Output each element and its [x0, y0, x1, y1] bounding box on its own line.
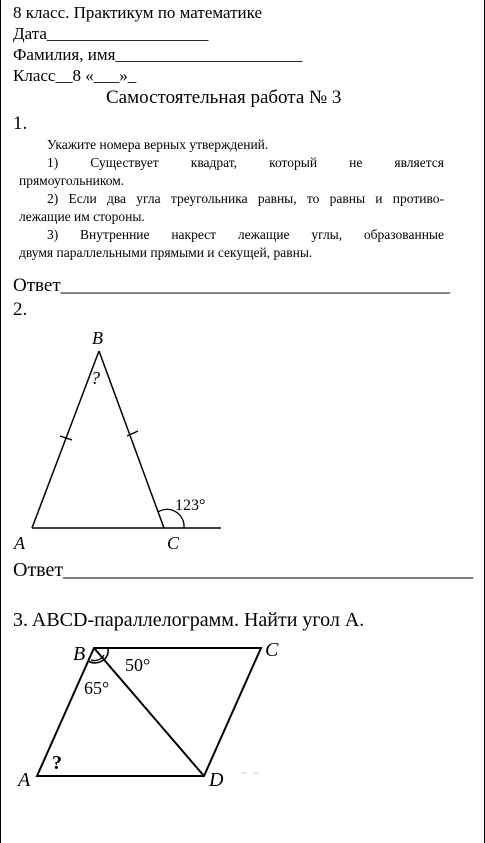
task3-title: 3. ABCD-параллелограмм. Найти угол А. [13, 609, 365, 631]
task1-answer-line: Ответ_________________________________________ [13, 275, 451, 296]
statement-3-line1: 3) Внутренние накрест лежащие углы, образованные [47, 227, 444, 242]
vertex-c-label: C [167, 533, 180, 553]
vertex-b-label: B [92, 328, 103, 348]
parallelogram-diagram [1, 0, 485, 843]
statement-1-line2: прямоугольником. [19, 173, 125, 188]
statement-1-line1: 1) Существует квадрат, который не является [47, 155, 444, 170]
vertex-a-label: A [14, 533, 25, 553]
angle-arc-65-inner [91, 655, 104, 661]
task1-number: 1. [13, 113, 28, 134]
unknown-angle-mark: ? [91, 368, 100, 388]
vertex-c-label: C [265, 639, 279, 661]
task2-number: 2. [13, 299, 28, 320]
header-date: Дата___________________ [13, 24, 209, 43]
header-class: Класс__8 «___»_ [13, 66, 137, 85]
statement-2-line2: лежащие им стороны. [19, 209, 145, 224]
angle-arc-50 [107, 648, 108, 656]
header-course: 8 класс. Практикум по математике [13, 3, 263, 22]
vertex-a-label: A [18, 769, 31, 791]
task2-answer-line: Ответ_________________________________________ [13, 559, 474, 581]
vertex-d-label: D [209, 769, 224, 791]
vertex-b-label: B [73, 643, 86, 665]
header-name: Фамилия, имя______________________ [13, 45, 303, 64]
angle-65-label: 65° [84, 678, 110, 698]
unknown-angle-mark: ? [52, 752, 62, 774]
task1-instruction: Укажите номера верных утверждений. [47, 137, 269, 152]
statement-3-line2: двумя параллельными прямыми и секущей, равны. [19, 245, 313, 260]
exterior-angle-value: 123° [175, 497, 206, 514]
statement-2-line1: 2) Если два угла треугольника равны, то равны и противо- [47, 191, 444, 206]
angle-50-label: 50° [125, 655, 151, 675]
page-title: Самостоятельная работа № 3 [106, 87, 342, 108]
